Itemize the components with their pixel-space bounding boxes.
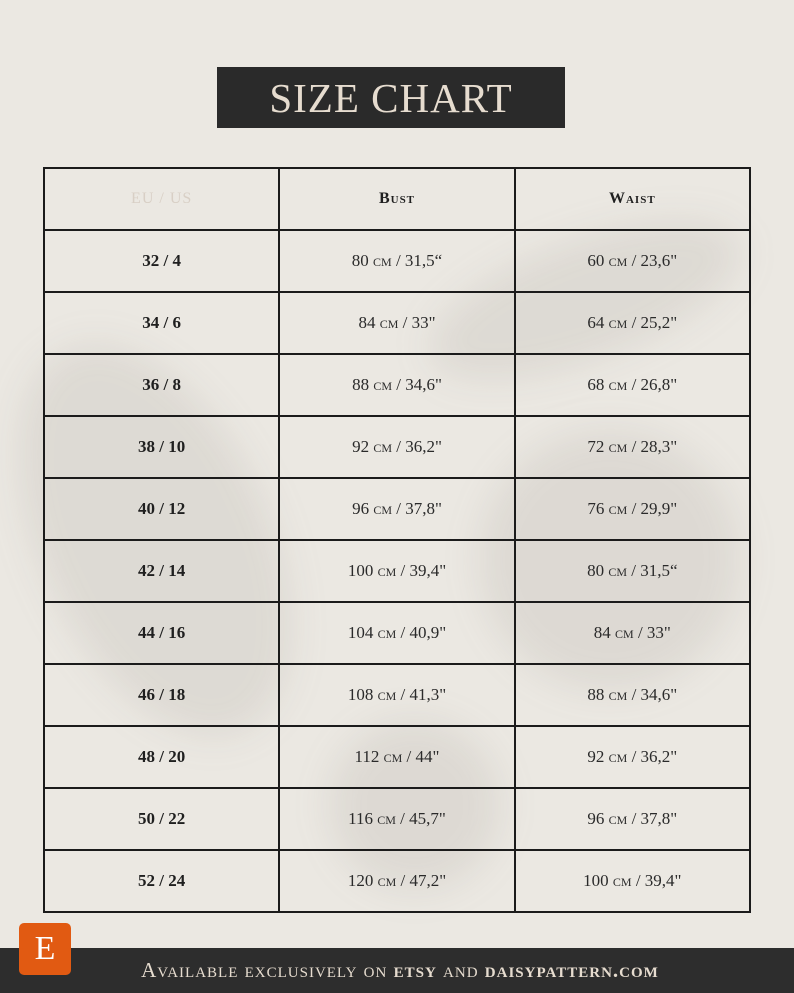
table-row: [44, 416, 750, 478]
header-size: EU / US: [44, 168, 279, 230]
size-cell: 38 / 10: [44, 416, 279, 478]
waist-cell: 88 cm / 34,6": [515, 664, 750, 726]
waist-cell: 96 cm / 37,8": [515, 788, 750, 850]
size-chart-table: [43, 167, 751, 913]
table-row: [44, 354, 750, 416]
table-row: [44, 230, 750, 292]
header-waist: Waist: [515, 168, 750, 230]
bust-cell: 80 cm / 31,5“: [279, 230, 514, 292]
bust-cell: 120 cm / 47,2": [279, 850, 514, 912]
table-row: [44, 602, 750, 664]
etsy-logo-letter: E: [34, 930, 56, 967]
bust-cell: 116 cm / 45,7": [279, 788, 514, 850]
waist-cell: 68 cm / 26,8": [515, 354, 750, 416]
bust-cell: 104 cm / 40,9": [279, 602, 514, 664]
waist-cell: 80 cm / 31,5“: [515, 540, 750, 602]
table-row: [44, 726, 750, 788]
waist-cell: 72 cm / 28,3": [515, 416, 750, 478]
footer-website-link[interactable]: daisypattern.com: [484, 958, 659, 982]
table-row: [44, 478, 750, 540]
waist-cell: 100 cm / 39,4": [515, 850, 750, 912]
size-cell: 46 / 18: [44, 664, 279, 726]
footer-text: [141, 958, 659, 983]
etsy-logo-icon[interactable]: [19, 923, 71, 975]
bust-cell: 88 cm / 34,6": [279, 354, 514, 416]
footer-prefix: Available exclusively on: [141, 958, 394, 982]
page-title: SIZE CHART: [269, 74, 513, 121]
waist-cell: 64 cm / 25,2": [515, 292, 750, 354]
footer-banner: [0, 948, 794, 993]
table-header-row: [44, 168, 750, 230]
waist-cell: 60 cm / 23,6": [515, 230, 750, 292]
title-banner: [217, 67, 565, 128]
size-cell: 52 / 24: [44, 850, 279, 912]
waist-cell: 92 cm / 36,2": [515, 726, 750, 788]
waist-cell: 84 cm / 33": [515, 602, 750, 664]
bust-cell: 96 cm / 37,8": [279, 478, 514, 540]
bust-cell: 92 cm / 36,2": [279, 416, 514, 478]
table-row: [44, 788, 750, 850]
size-cell: 50 / 22: [44, 788, 279, 850]
size-cell: 48 / 20: [44, 726, 279, 788]
header-bust: Bust: [279, 168, 514, 230]
footer-middle: and: [436, 958, 485, 982]
size-cell: 42 / 14: [44, 540, 279, 602]
waist-cell: 76 cm / 29,9": [515, 478, 750, 540]
footer-etsy-link[interactable]: etsy: [393, 958, 437, 982]
size-cell: 40 / 12: [44, 478, 279, 540]
bust-cell: 112 cm / 44": [279, 726, 514, 788]
size-cell: 44 / 16: [44, 602, 279, 664]
table-row: [44, 850, 750, 912]
table-row: [44, 664, 750, 726]
bust-cell: 100 cm / 39,4": [279, 540, 514, 602]
size-cell: 36 / 8: [44, 354, 279, 416]
size-cell: 32 / 4: [44, 230, 279, 292]
size-cell: 34 / 6: [44, 292, 279, 354]
bust-cell: 84 cm / 33": [279, 292, 514, 354]
bust-cell: 108 cm / 41,3": [279, 664, 514, 726]
table-row: [44, 292, 750, 354]
table-row: [44, 540, 750, 602]
